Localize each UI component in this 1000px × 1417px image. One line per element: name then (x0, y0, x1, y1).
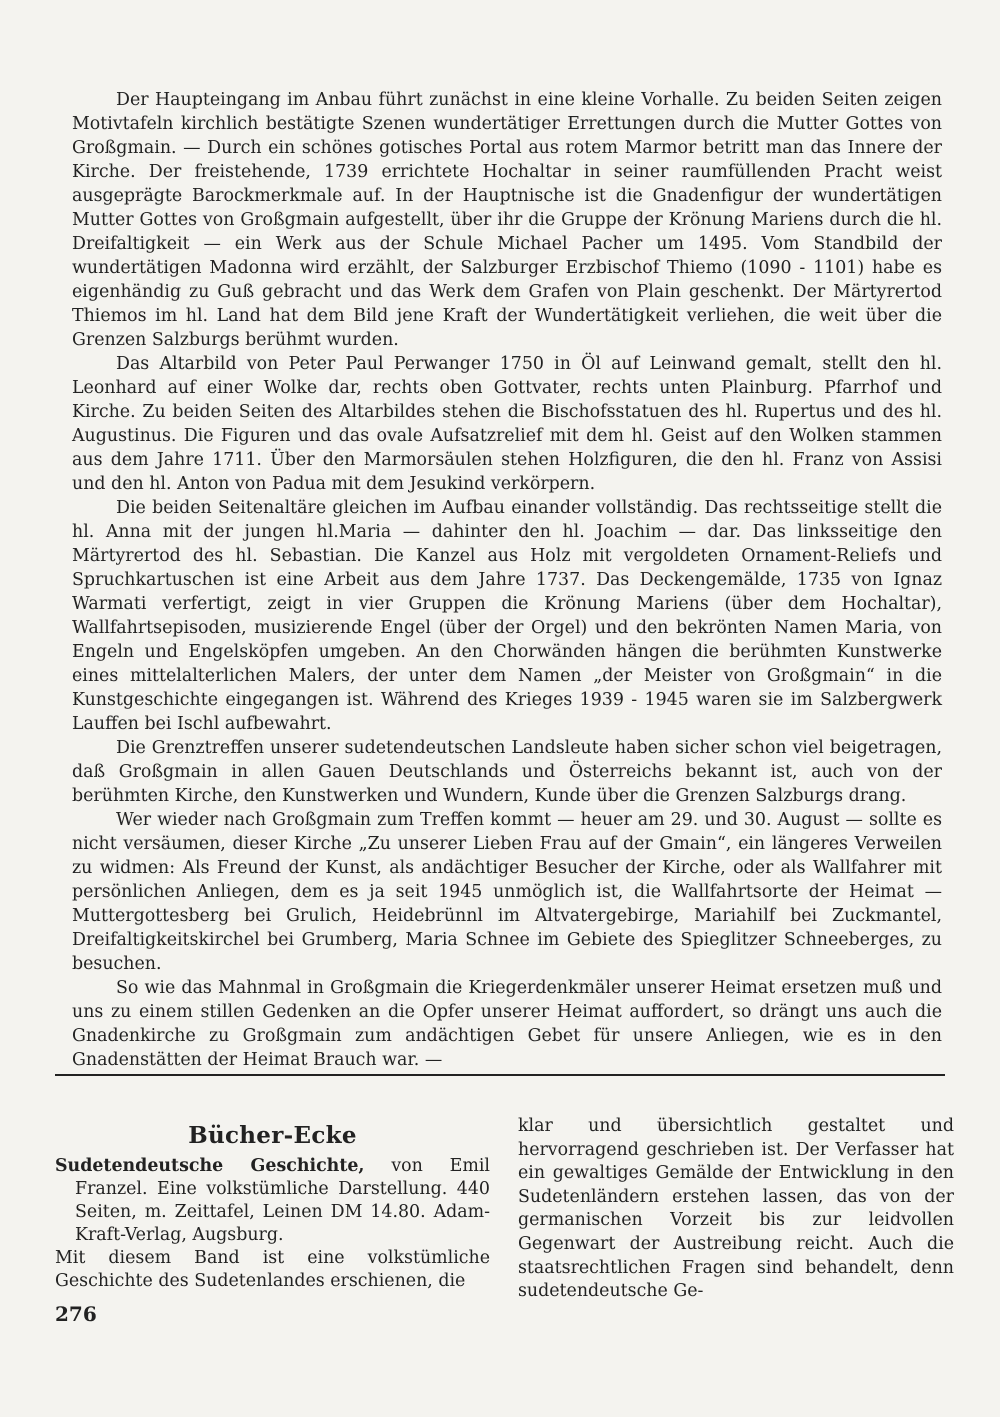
article-paragraph: Das Altarbild von Peter Paul Perwanger 1750 in Öl auf Leinwand gemalt, stellt den hl. Leonhard auf einer Wolke dar, rechts oben Gottvater, rechts unten Plainburg. Pfarrhof und Kirche. Zu beiden Seiten des Altarbildes stehen die Bischofsstatuen des hl. Rupertus und des hl. Augustinus. Die Figuren und das ovale Aufsatzrelief mit dem hl. Geist auf den Wolken stammen aus dem Jahre 1711. Über den Marmorsäulen stehen Holzfiguren, die den hl. Franz von Assisi und den hl. Anton von Padua mit dem Jesukind verkörpern. (72, 354, 942, 494)
book-review-start: Mit diesem Band ist eine volkstümliche Geschichte des Sudetenlandes erschienen, die (55, 1248, 490, 1291)
section-divider (55, 1074, 945, 1076)
article-paragraph: Wer wieder nach Großgmain zum Treffen kommt — heuer am 29. und 30. August — sollte es nicht versäumen, dieser Kirche „Zu unserer Lieben Frau auf der Gmain“, ein längeres Verweilen zu widmen: Als Freund der Kunst, als andächtiger Besucher der Kirche, oder als Wallfahrer mit persönlichen Anliegen, dem es ja seit 1945 unmöglich ist, die Wallfahrtsorte der Heimat — Muttergottesberg bei Grulich, Heidebrünnl im Altvatergebirge, Mariahilf bei Zuckmantel, Dreifaltigkeitskirchel bei Grumberg, Maria Schnee im Gebiete des Spieglitzer Schneeberges, zu besuchen. (72, 810, 942, 974)
book-corner-heading: Bücher-Ecke (188, 1122, 357, 1149)
page-number: 276 (55, 1302, 97, 1326)
book-entry (55, 1155, 490, 1247)
book-corner-left-column (55, 1120, 490, 1293)
article-body (72, 88, 942, 1072)
book-title: Sudetendeutsche Geschichte, (55, 1156, 365, 1176)
book-corner-right-column (518, 1115, 954, 1304)
article-paragraph: Die beiden Seitenaltäre gleichen im Aufbau einander vollständig. Das rechtsseitige stellt die hl. Anna mit der jungen hl.Maria — dahinter den hl. Joachim — dar. Das linksseitige den Märtyrertod des hl. Sebastian. Die Kanzel aus Holz mit vergoldeten Ornament-Reliefs und Spruchkartuschen ist eine Arbeit aus dem Jahre 1737. Das Deckengemälde, 1735 von Ignaz Warmati verfertigt, zeigt in vier Gruppen die Krönung Mariens (über dem Hochaltar), Wallfahrtsepisoden, musizierende Engel (über der Orgel) und den bekrönten Namen Maria, von Engeln und Engelsköpfen umgeben. An den Chorwänden hängen die berühmten Kunstwerke eines mittelalterlichen Malers, der unter dem Namen „der Meister von Großgmain“ in die Kunstgeschichte eingegangen ist. Während des Krieges 1939 - 1945 waren sie im Salzbergwerk Lauffen bei Ischl aufbewahrt. (72, 498, 942, 734)
article-paragraph: Der Haupteingang im Anbau führt zunächst in eine kleine Vorhalle. Zu beiden Seiten zeigen Motivtafeln kirchlich bestätigte Szenen wundertätiger Errettungen durch die Mutter Gottes von Großgmain. — Durch ein schönes gotisches Portal aus rotem Marmor betritt man das Innere der Kirche. Der freistehende, 1739 errichtete Hochaltar in seiner raumfüllenden Pracht weist ausgeprägte Barockmerkmale auf. In der Hauptnische ist die Gnadenfigur der wundertätigen Mutter Gottes von Großgmain aufgestellt, über ihr die Gruppe der Krönung Mariens durch die hl. Dreifaltigkeit — ein Werk aus der Schule Michael Pacher um 1495. Vom Standbild der wundertätigen Madonna wird erzählt, der Salzburger Erzbischof Thiemo (1090 - 1101) habe es eigenhändig zu Guß gebracht und das Werk dem Grafen von Plain geschenkt. Der Märtyrertod Thiemos im hl. Land hat dem Bild jene Kraft der Wundertätigkeit verliehen, die weit über die Grenzen Salzburgs berühmt wurden. (72, 90, 942, 350)
article-paragraph: Die Grenztreffen unserer sudetendeutschen Landsleute haben sicher schon viel beigetragen, daß Großgmain in allen Gauen Deutschlands und Österreichs bekannt ist, auch von der berühmten Kirche, den Kunstwerken und Wundern, Kunde über die Grenzen Salzburgs drang. (72, 738, 942, 806)
book-review-continued: klar und übersichtlich gestaltet und hervorragend geschrieben ist. Der Verfasser hat ein gewaltiges Gemälde der Entwicklung in den Sudetenländern erstehen lassen, das von der germanischen Vorzeit bis zur leidvollen Gegenwart der Austreibung reicht. Auch die staatsrechtlichen Fragen sind behandelt, denn sudetendeutsche Ge- (518, 1116, 954, 1302)
article-paragraph: So wie das Mahnmal in Großgmain die Kriegerdenkmäler unserer Heimat ersetzen muß und uns zu einem stillen Gedenken an die Opfer unserer Heimat auffordert, so drängt uns auch die Gnadenkirche zu Großgmain zum andächtigen Gebet für unsere Anliegen, wie es in den Gnadenstätten der Heimat Brauch war. — (72, 978, 942, 1070)
book-details: von Emil Franzel. Eine volkstümliche Darstellung. 440 Seiten, m. Zeittafel, Leinen DM 14.80. Adam-Kraft-Verlag, Augsburg. (75, 1156, 490, 1245)
